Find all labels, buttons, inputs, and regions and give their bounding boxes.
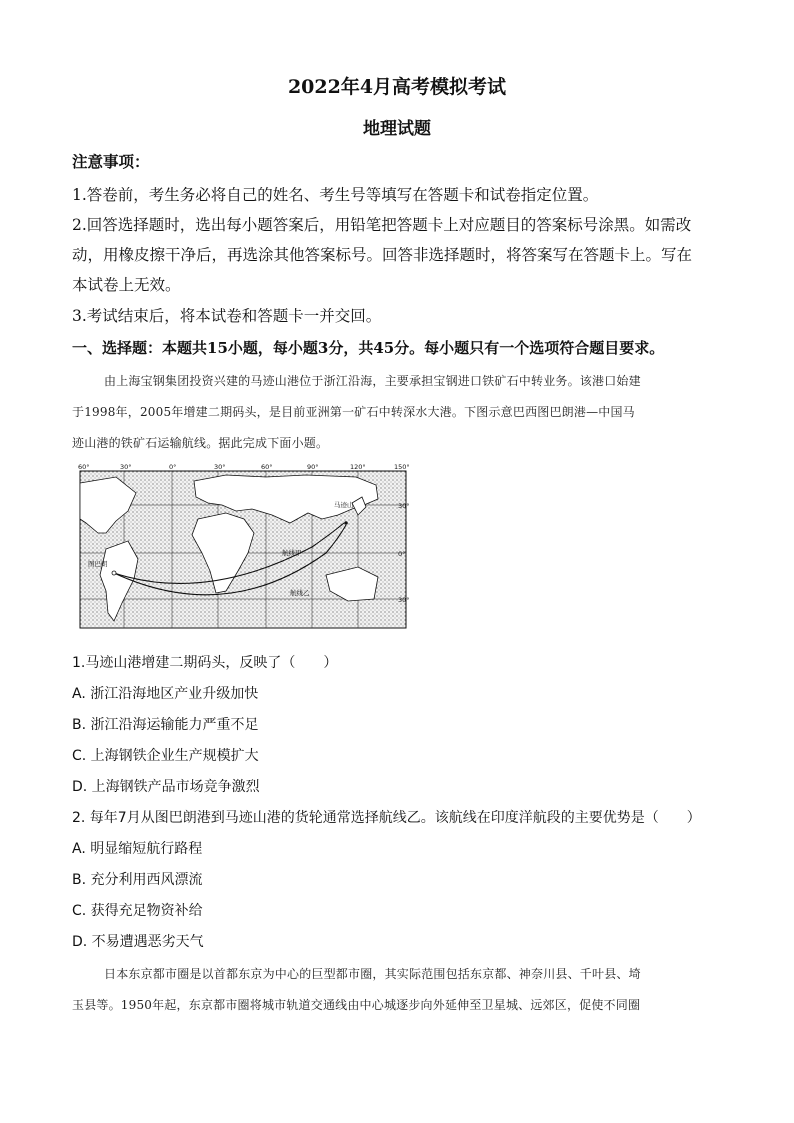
lon-label-150e: 150° [394, 463, 410, 471]
passage2-line-1: 日本东京都市圈是以首都东京为中心的巨型都市圈，其实际范围包括东京都、神奈川县、千叶县、埼 [104, 967, 641, 981]
q2-option-a[interactable]: A. 明显缩短航行路程 [72, 841, 203, 857]
lon-label-30e: 30° [214, 463, 226, 471]
passage1-line-2: 于1998年，2005年增建二期码头，是目前亚洲第一矿石中转深水大港。下图示意巴西图巴朗港—中国马 [72, 405, 635, 419]
passage1-line-1: 由上海宝钢集团投资兴建的马迹山港位于浙江沿海，主要承担宝钢进口铁矿石中转业务。该港口始建 [104, 374, 641, 388]
q1-option-a[interactable]: A. 浙江沿海地区产业升级加快 [72, 686, 259, 702]
q2-option-b[interactable]: B. 充分利用西风漂流 [72, 872, 203, 888]
tubarao-port-marker [112, 571, 116, 575]
notice-line-5: 3.考试结束后，将本试卷和答题卡一并交回。 [72, 307, 382, 325]
q2-option-c[interactable]: C. 获得充足物资补给 [72, 903, 203, 919]
q2-stem: 2. 每年7月从图巴朗港到马迹山港的货轮通常选择航线乙。该航线在印度洋航段的主要优势是（ ） [72, 810, 701, 826]
shipping-route-map [76, 463, 412, 631]
majishan-port-marker [344, 521, 348, 525]
passage1-line-3: 迹山港的铁矿石运输航线。据此完成下面小题。 [72, 436, 329, 450]
q1-option-b[interactable]: B. 浙江沿海运输能力严重不足 [72, 717, 259, 733]
notice-line-2: 2.回答选择题时，选出每小题答案后，用铅笔把答题卡上对应题目的答案标号涂黑。如需改 [72, 216, 692, 234]
lat-label-0: 0° [398, 550, 406, 558]
q1-stem: 1.马迹山港增建二期码头，反映了（ ） [72, 655, 338, 671]
tubarao-label: 图巴朗 [88, 560, 108, 568]
notice-line-1: 1.答卷前，考生务必将自己的姓名、考生号等填写在答题卡和试卷指定位置。 [72, 186, 599, 204]
notice-heading: 注意事项： [72, 152, 150, 171]
passage2-line-2: 玉县等。1950年起，东京都市圈将城市轨道交通线由中心城逐步向外延伸至卫星城、远郊区，促使不同圈 [72, 998, 641, 1012]
lat-label-30s: 30° [398, 596, 410, 604]
notice-line-3: 动，用橡皮擦干净后，再选涂其他答案标号。回答非选择题时，将答案写在答题卡上。写在 [72, 246, 693, 264]
page-title: 2022年4月高考模拟考试 [287, 76, 507, 98]
lat-label-30n: 30° [398, 502, 410, 510]
q1-option-c[interactable]: C. 上海钢铁企业生产规模扩大 [72, 748, 259, 764]
lon-label-30w: 30° [120, 463, 132, 471]
route-jia-label: 航线甲 [282, 549, 302, 557]
majishan-label: 马迹山 [334, 501, 354, 509]
q1-option-d[interactable]: D. 上海钢铁产品市场竞争激烈 [72, 779, 260, 795]
lon-label-120e: 120° [350, 463, 366, 471]
lon-label-0: 0° [169, 463, 177, 471]
route-yi-label: 航线乙 [290, 589, 310, 597]
lon-label-90e: 90° [307, 463, 319, 471]
notice-line-4: 本试卷上无效。 [72, 276, 181, 294]
lon-label-60e: 60° [261, 463, 273, 471]
lon-label-60w: 60° [78, 463, 90, 471]
section-heading: 一、选择题：本题共15小题，每小题3分，共45分。每小题只有一个选项符合题目要求。 [72, 339, 665, 357]
page-subtitle: 地理试题 [363, 119, 431, 139]
q2-option-d[interactable]: D. 不易遭遇恶劣天气 [72, 934, 204, 950]
